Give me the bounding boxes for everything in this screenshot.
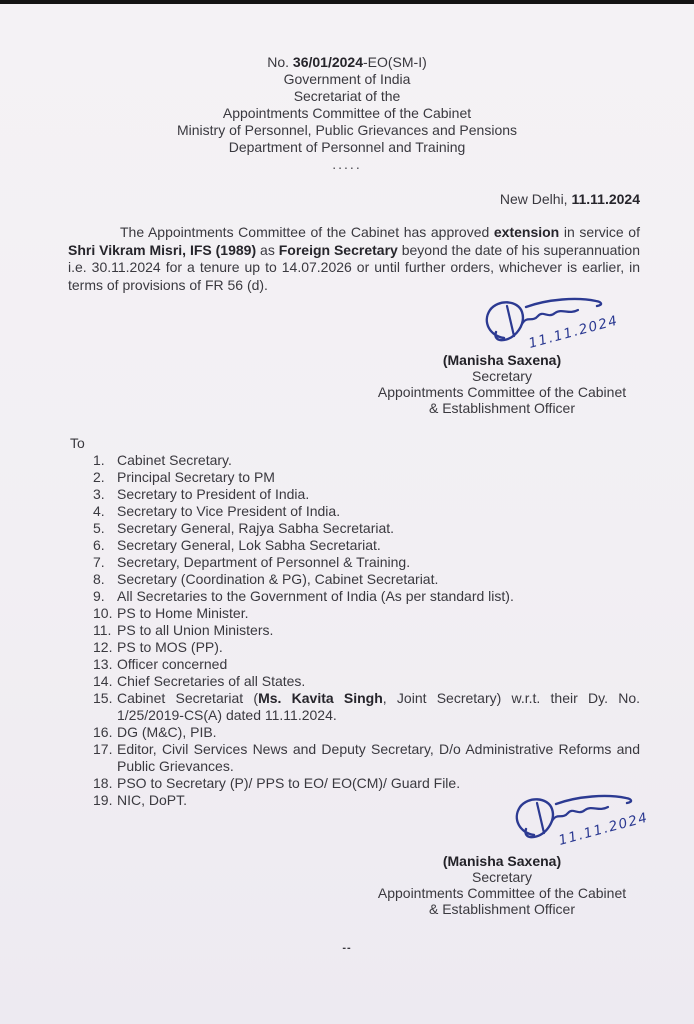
list-item-text: PS to Home Minister. [117,605,249,621]
list-item-text: PS to MOS (PP). [117,639,223,655]
org-line-ministry: Ministry of Personnel, Public Grievances and Pensions [176,122,518,138]
handwritten-signature [474,294,644,356]
list-item [93,537,640,554]
list-item [93,656,640,673]
page-end-mark: -- [342,942,352,954]
list-item-text: Secretary (Coordination & PG), Cabinet Secretariat. [117,571,439,587]
to-list [93,452,640,809]
signatory-org-line1: Appointments Committee of the Cabinet [377,384,627,400]
list-item-text: All Secretaries to the Government of India (As per standard list). [117,588,514,604]
list-item-text: Secretary General, Rajya Sabha Secretariat. [117,520,395,536]
signature-block-top [366,296,638,416]
list-item-text: DG (M&C), PIB. [117,724,217,740]
handwritten-date: 11.11.2024 [556,809,651,849]
list-item-text: Chief Secretaries of all States. [117,673,306,689]
list-item [93,588,640,605]
list-item-text: Secretary, Department of Personnel & Training. [117,554,411,570]
list-item-number: 9. [93,588,105,604]
separator-dots: ..... [332,156,362,172]
list-item [93,503,640,520]
reference-number: No. 36/01/2024-EO(SM-I) [267,54,427,70]
list-item-text: Cabinet Secretariat (Ms. Kavita Singh, Joint Secretary) w.r.t. their Dy. No. 1/25/2019-CS(A) dated 11.11.2024. [117,690,640,723]
list-item [93,486,640,503]
list-item-text: NIC, DoPT. [117,792,188,808]
list-item-number: 2. [93,469,105,485]
list-item-number: 19. [93,792,113,808]
list-item-number: 14. [93,673,113,689]
list-item-number: 15. [93,690,113,706]
list-item [93,690,640,724]
list-item [93,775,640,792]
dateline: New Delhi, 11.11.2024 [499,191,640,207]
org-line-government: Government of India [283,71,411,87]
signatory-name: (Manisha Saxena) [442,352,562,368]
signatory-org-line1: Appointments Committee of the Cabinet [377,885,627,901]
signatory-org-line2: & Establishment Officer [428,901,576,917]
org-line-secretariat: Secretariat of the [293,88,401,104]
list-item-text: Officer concerned [117,656,228,672]
signatory-title: Secretary [472,869,532,885]
org-line-department: Department of Personnel and Training [228,139,466,155]
list-item-number: 17. [93,741,113,757]
order-paragraph: The Appointments Committee of the Cabinet has approved extension in service of Shri Vikram Misri, IFS (1989) as Foreign Secretary beyond the date of his superannuation i.e. 30.11.2024 for a tenure up to 14.07.2026 or until further orders, whichever is earlier, in terms of provisions of FR 56 (d). [68,224,640,293]
list-item-number: 1. [93,452,105,468]
letterhead [0,54,694,156]
list-item-text: Secretary to President of India. [117,486,310,502]
list-item-text: Secretary General, Lok Sabha Secretariat. [117,537,381,553]
list-item-text: Secretary to Vice President of India. [117,503,341,519]
scan-edge-bar [0,0,694,4]
list-item-number: 4. [93,503,105,519]
list-item-number: 11. [93,622,112,638]
list-item-number: 13. [93,656,113,672]
to-label: To [70,435,85,451]
list-item [93,622,640,639]
list-item [93,452,640,469]
list-item-number: 3. [93,486,105,502]
list-item-number: 7. [93,554,105,570]
handwritten-signature [504,791,674,853]
issue-date: 11.11.2024 [571,191,640,207]
list-item-number: 8. [93,571,105,587]
list-item-number: 6. [93,537,105,553]
signature-block-bottom [366,801,651,917]
list-item [93,554,640,571]
list-item [93,520,640,537]
list-item [93,741,640,775]
list-item-text: Editor, Civil Services News and Deputy Secretary, D/o Administrative Reforms and Public Grievances. [117,741,640,774]
list-item [93,673,640,690]
list-item-number: 16. [93,724,113,740]
list-item [93,605,640,622]
list-item [93,469,640,486]
list-item-text: Cabinet Secretary. [117,452,232,468]
list-item-number: 5. [93,520,105,536]
list-item [93,724,640,741]
signatory-title: Secretary [472,368,532,384]
handwritten-date: 11.11.2024 [526,312,621,352]
list-item-number: 18. [93,775,113,791]
list-item [93,571,640,588]
list-item-number: 12. [93,639,113,655]
signatory-name: (Manisha Saxena) [442,853,562,869]
org-line-acc: Appointments Committee of the Cabinet [222,105,472,121]
list-item-text: PS to all Union Ministers. [117,622,274,638]
list-item-text: Principal Secretary to PM [117,469,275,485]
list-item-text: PSO to Secretary (P)/ PPS to EO/ EO(CM)/ Guard File. [117,775,461,791]
list-item-number: 10. [93,605,113,621]
signatory-org-line2: & Establishment Officer [428,400,576,416]
list-item [93,639,640,656]
